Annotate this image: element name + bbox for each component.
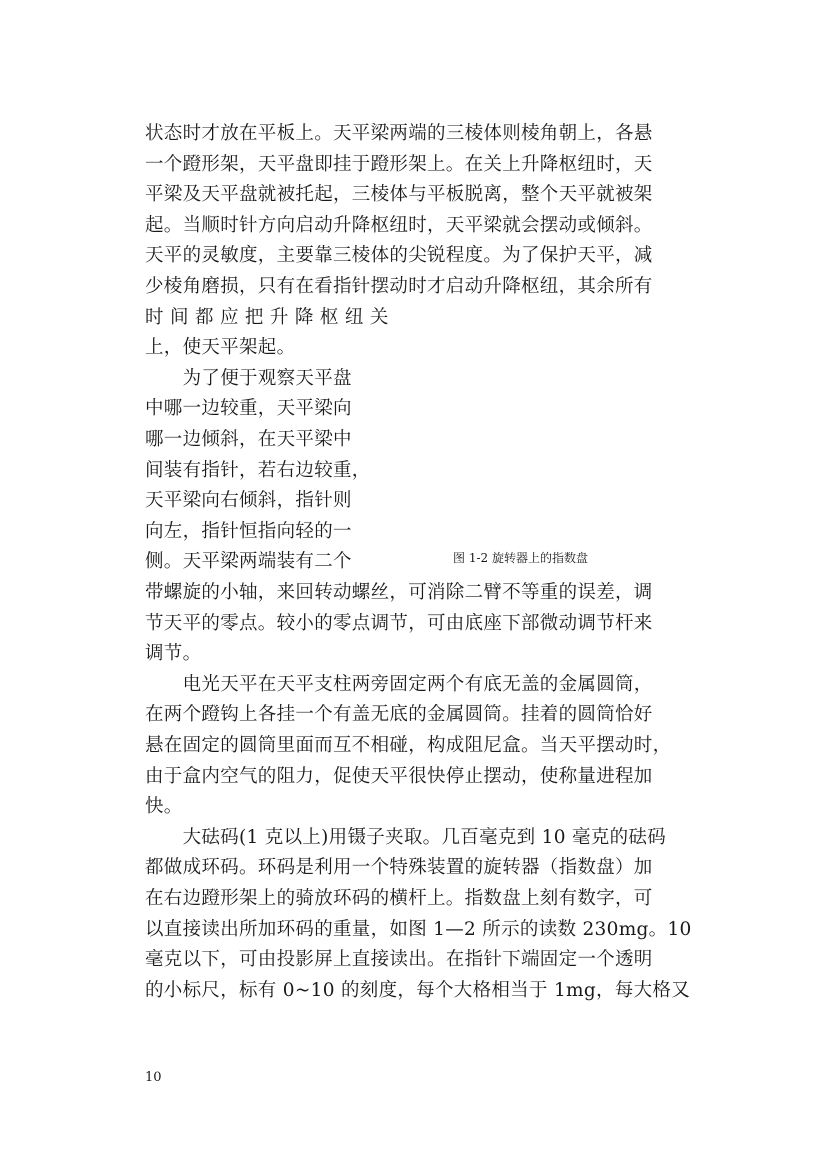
figure-caption: 图 1-2 旋转器上的指数盘 <box>453 551 588 565</box>
text-line: 调节。 <box>145 643 202 665</box>
text-line: 一个蹬形架，天平盘即挂于蹬形架上。在关上升降枢纽时，天 <box>145 153 653 175</box>
page-number: 10 <box>145 1070 162 1085</box>
text-line: 为了便于观察天平盘 <box>145 367 352 389</box>
text-line: 的小标尺，标有 0~10 的刻度，每个大格相当于 1mg，每大格又 <box>145 979 691 1001</box>
text-line: 以直接读出所加环码的重量，如图 1—2 所示的读数 230mg。10 <box>145 918 692 940</box>
text-line: 少棱角磨损，只有在看指针摆动时才启动升降枢纽，其余所有 <box>145 276 653 297</box>
text-line: 在两个蹬钩上各挂一个有盖无底的金属圆筒。挂着的圆筒恰好 <box>145 704 653 726</box>
text-line: 上，使天平架起。 <box>145 337 296 359</box>
text-line: 在右边蹬形架上的骑放环码的横杆上。指数盘上刻有数字，可 <box>145 888 653 909</box>
text-line: 由于盒内空气的阻力，促使天平很快停止摆动，使称量进程加 <box>145 765 653 787</box>
text-line: 都做成环码。环码是利用一个特殊装置的旋转器（指数盘）加 <box>145 857 653 879</box>
text-line: 快。 <box>145 796 183 818</box>
text-line: 哪一边倾斜，在天平梁中 <box>145 429 352 450</box>
text-line: 间装有指针，若右边较重， <box>145 459 371 481</box>
text-line: 天平梁向右倾斜，指针则 <box>145 490 352 512</box>
text-line: 中哪一边较重，天平梁向 <box>145 398 352 420</box>
text-line: 天平的灵敏度，主要靠三棱体的尖锐程度。为了保护天平，减 <box>145 245 653 267</box>
text-line: 侧。天平梁两端装有二个 <box>145 551 352 573</box>
text-line: 节天平的零点。较小的零点调节，可由底座下部微动调节杆来 <box>145 612 653 634</box>
text-line: 起。当顺时针方向启动升降枢纽时，天平梁就会摆动或倾斜。 <box>145 214 653 236</box>
text-line: 向左，指针恒指向轻的一 <box>145 520 352 542</box>
text-line: 平梁及天平盘就被托起，三棱体与平板脱离，整个天平就被架 <box>145 184 653 206</box>
text-line: 电光天平在天平支柱两旁固定两个有底无盖的金属圆筒， <box>145 673 653 695</box>
text-line: 悬在固定的圆筒里面而互不相碰，构成阻尼盒。当天平摆动时， <box>145 735 672 756</box>
text-line: 状态时才放在平板上。天平梁两端的三棱体则棱角朝上，各悬 <box>145 123 653 144</box>
text-line: 毫克以下，可由投影屏上直接读出。在指针下端固定一个透明 <box>145 949 653 971</box>
text-line: 时 间 都 应 把 升 降 枢 纽 关 <box>145 306 389 328</box>
text-line: 带螺旋的小轴，来回转动螺丝，可消除二臂不等重的误差，调 <box>145 582 653 603</box>
text-line: 大砝码(1 克以上)用镊子夹取。几百毫克到 10 毫克的砝码 <box>145 826 666 848</box>
